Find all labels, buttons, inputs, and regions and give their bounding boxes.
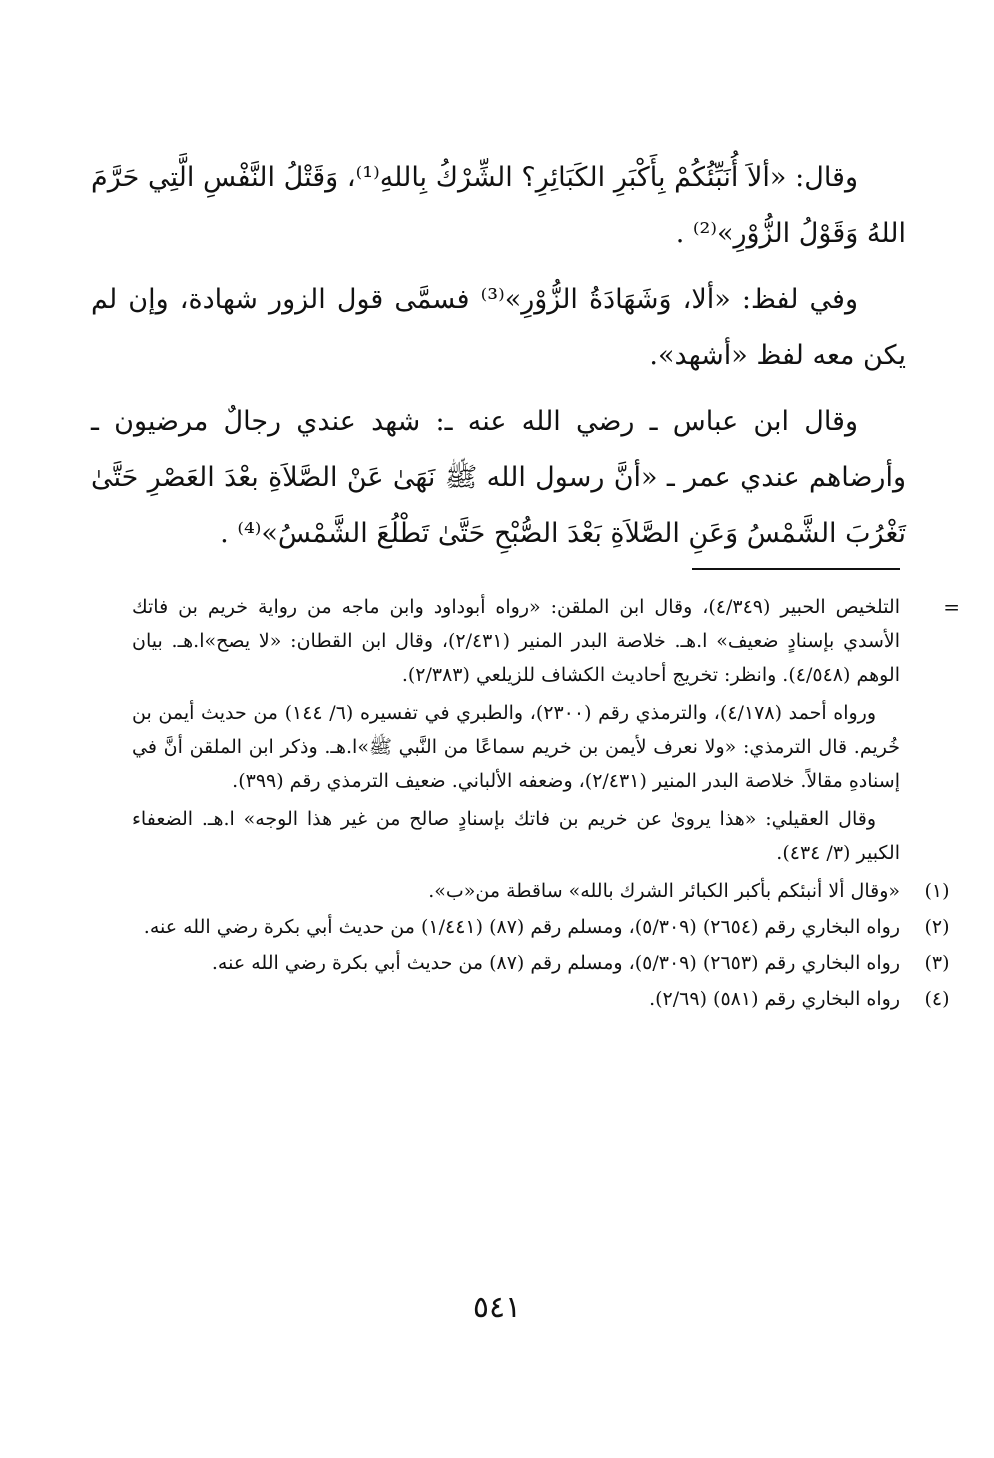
main-paragraph-2: وفي لفظ: «ألا، وَشَهَادَةُ الزُّوْرِ»⁽³⁾ فسمَّى قول الزور شهادة، وإن لم يكن معه لفظ «أشهد». bbox=[91, 284, 906, 371]
footnote-number: (٤) bbox=[924, 988, 950, 1010]
footnote-number: (٢) bbox=[924, 916, 950, 938]
footnote-separator-line bbox=[692, 568, 900, 570]
continuation-mark: = bbox=[943, 595, 960, 619]
continuation-paragraph-1: التلخيص الحبير (٤/٣٤٩)، وقال ابن الملقن: «رواه أبوداود وابن ماجه من رواية خريم بن فاتك الأسدي بإسنادٍ ضعيف» ا.هـ. خلاصة البدر المنير (٢/٤٣١)، وقال ابن القطان: «لا يصح»ا.هـ. بيان الوهم (٤/٥٤٨). وانظر: تخريج أحاديث الكشاف للزيلعي (٢/٣٨٣). bbox=[132, 596, 900, 686]
footnote-3 bbox=[132, 946, 950, 980]
footnotes-section bbox=[132, 590, 960, 1018]
footnote-number: (٣) bbox=[924, 952, 950, 974]
footnote-1 bbox=[132, 874, 950, 908]
continuation-paragraph-2: ورواه أحمد (٤/١٧٨)، والترمذي رقم (٢٣٠٠)، والطبري في تفسيره (٦/ ١٤٤) من حديث أيمن بن خُريم. قال الترمذي: «ولا نعرف لأيمن بن خريم سماعًا من النَّبي ﷺ»ا.هـ. وذكر ابن الملقن أنَّ في إسنادهِ مقالاً. خلاصة البدر المنير (٢/٤٣١)، وضعفه الألباني. ضعيف الترمذي رقم (٣٩٩). bbox=[132, 702, 900, 792]
footnote-4 bbox=[132, 982, 950, 1016]
main-paragraph-1: وقال: «ألاَ أُنَبِّئُكُمْ بِأَكْبَرِ الكَبَائِرِ؟ الشِّرْكُ بِاللهِ⁽¹⁾، وَقَتْلُ النَّفْسِ الَّتِي حَرَّمَ اللهُ وَقَوْلُ الزُّوْرِ»⁽²⁾ . bbox=[91, 162, 906, 249]
continuation-paragraph-3: وقال العقيلي: «هذا يرویٰ عن خريم بن فاتك بإسنادٍ صالح من غير هذا الوجه» ا.هـ. الضعفاء الكبير (٣/ ٤٣٤). bbox=[132, 808, 900, 864]
footnote-number: (١) bbox=[924, 880, 950, 902]
footnote-text: رواه البخاري رقم (٢٦٥٤) (٥/٣٠٩)، ومسلم رقم (٨٧) (١/٤٤١) من حديث أبي بكرة رضي الله عنه. bbox=[143, 916, 900, 938]
main-paragraph-3: وقال ابن عباس ـ رضي الله عنه ـ: شهد عندي رجالٌ مرضيون ـ وأرضاهم عندي عمر ـ «أنَّ رسول الله ﷺ نَهَىٰ عَنْ الصَّلاَةِ بعْدَ العَصْرِ حَتَّىٰ تَغْرُبَ الشَّمْسُ وَعَنِ الصَّلاَةِ بَعْدَ الصُّبْحِ حَتَّىٰ تَطْلُعَ الشَّمْسُ»⁽⁴⁾ . bbox=[91, 406, 906, 549]
footnote-2 bbox=[132, 910, 950, 944]
footnote-continuation bbox=[132, 590, 960, 870]
main-text-body bbox=[91, 150, 906, 572]
footnote-text: «وقال ألا أنبئكم بأكبر الكبائر الشرك بالله» ساقطة من«ب». bbox=[428, 880, 900, 902]
footnote-text: رواه البخاري رقم (٥٨١) (٢/٦٩). bbox=[649, 988, 900, 1010]
footnote-text: رواه البخاري رقم (٢٦٥٣) (٥/٣٠٩)، ومسلم رقم (٨٧) من حديث أبي بكرة رضي الله عنه. bbox=[211, 952, 900, 974]
page-number: ٥٤١ bbox=[472, 1290, 522, 1325]
